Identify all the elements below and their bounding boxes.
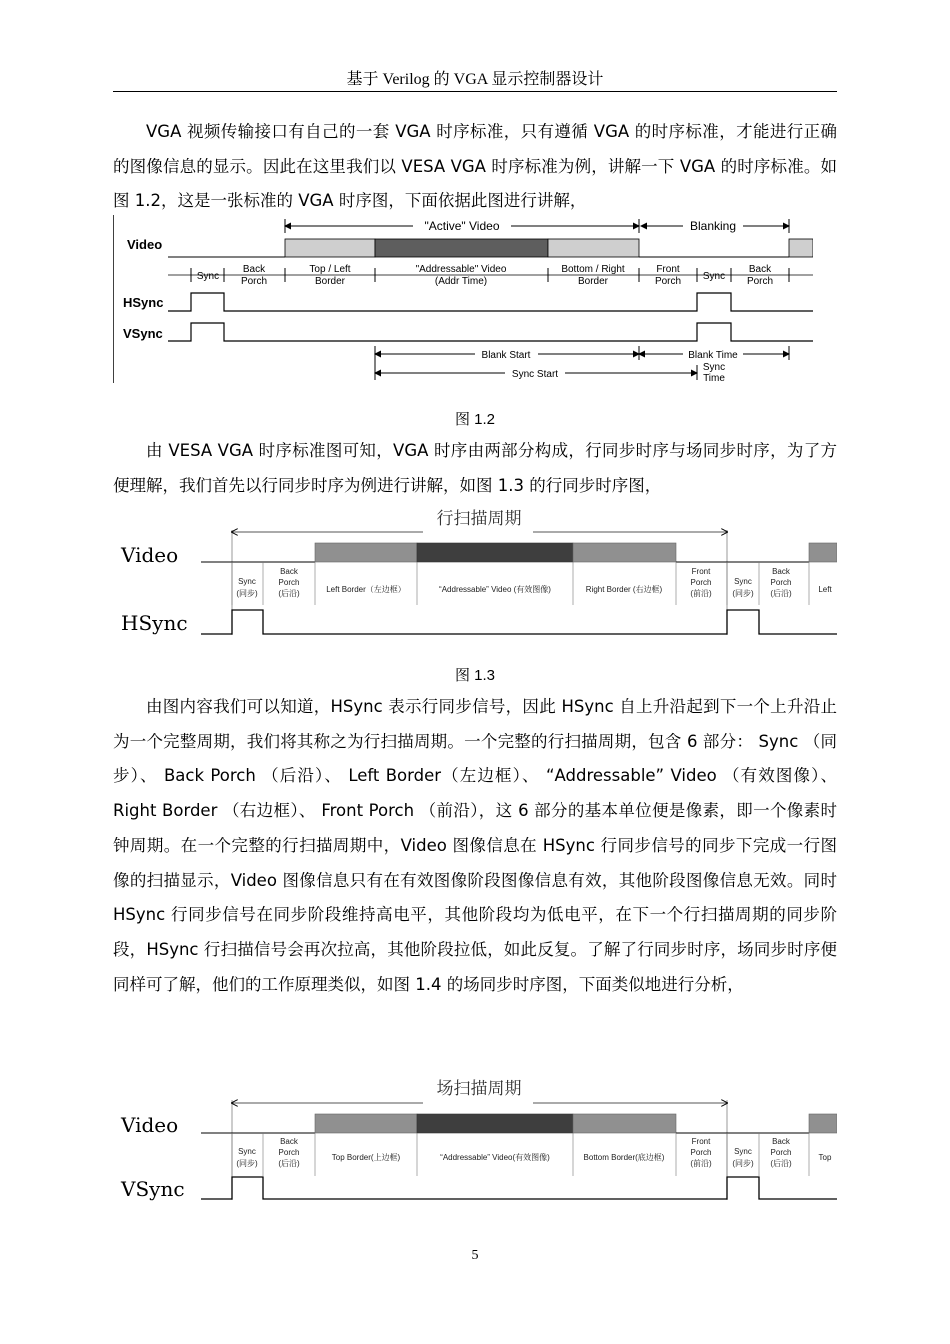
segment-sync-label: Sync xyxy=(238,577,256,586)
segment-back-porch-label: Porch xyxy=(240,276,268,287)
segment-border-label: Border xyxy=(314,276,346,287)
segment-back-porch-label: (后沿) xyxy=(278,1159,300,1168)
segment-sync-label: Sync xyxy=(734,1147,752,1156)
segment-front-porch-label: Porch xyxy=(654,276,682,287)
segment-sync-label: Sync xyxy=(702,271,726,282)
blanking-label: Blanking xyxy=(689,219,737,233)
page-number: 5 xyxy=(471,1248,479,1263)
segment-front-porch-label: Porch xyxy=(690,1148,712,1157)
segment-back-porch-label: Porch xyxy=(278,578,300,587)
video-border-block xyxy=(789,239,813,257)
segment-back-porch-label: Porch xyxy=(746,276,774,287)
segment-border-label: Top / Left xyxy=(309,264,351,275)
segment-top-label: Top xyxy=(818,1153,832,1162)
segment-top-border-label: Top Border(上边框) xyxy=(331,1153,401,1162)
segment-back-porch-label: (后沿) xyxy=(770,1159,792,1168)
segment-sync-label: Sync xyxy=(238,1147,256,1156)
sync-start-label: Sync Start xyxy=(511,369,559,380)
segment-sync-label: (同步) xyxy=(732,1159,754,1168)
segment-addressable-label: “Addressable” Video(有效图像) xyxy=(440,1153,550,1162)
sync-time-label: Sync xyxy=(702,362,726,373)
segment-front-porch-label: Porch xyxy=(690,578,712,587)
segment-front-porch-label: (前沿) xyxy=(690,1159,712,1168)
signal-label-vsync: VSync xyxy=(121,1177,185,1201)
line-scan-period-label: 行扫描周期 xyxy=(436,509,522,528)
segment-left-label: Left xyxy=(818,585,832,594)
figure-1-4-vsync-timing xyxy=(113,1072,837,1206)
segment-border-label: Border xyxy=(577,276,609,287)
figure-1-2-caption: 图 1.2 xyxy=(454,411,496,428)
video-addressable-block xyxy=(417,543,573,562)
segment-front-porch-label: Front xyxy=(691,567,711,576)
header-rule xyxy=(113,91,837,92)
video-addressable-block xyxy=(417,1114,573,1133)
video-border-block xyxy=(315,1114,417,1133)
segment-back-porch-label: Porch xyxy=(770,1148,792,1157)
segment-sync-label: (同步) xyxy=(236,1159,258,1168)
segment-sync-label: (同步) xyxy=(236,589,258,598)
segment-back-porch-label: Back xyxy=(242,264,266,275)
hsync-waveform xyxy=(201,610,837,634)
signal-label-hsync: HSync xyxy=(123,295,164,310)
video-border-block xyxy=(548,239,639,257)
field-scan-period-label: 场扫描周期 xyxy=(436,1079,522,1098)
segment-sync-label: Sync xyxy=(196,271,220,282)
video-border-block xyxy=(573,1114,676,1133)
signal-label-video: Video xyxy=(127,237,163,252)
vsync-waveform xyxy=(168,323,813,341)
segment-front-porch-label: Front xyxy=(691,1137,711,1146)
signal-label-hsync: HSync xyxy=(121,611,188,635)
signal-label-video: Video xyxy=(121,1113,179,1137)
segment-back-porch-label: (后沿) xyxy=(278,589,300,598)
segment-sync-label: (同步) xyxy=(732,589,754,598)
segment-left-border-label: Left Border（左边框） xyxy=(326,585,406,594)
video-border-block xyxy=(809,543,837,562)
segment-back-porch-label: Porch xyxy=(278,1148,300,1157)
signal-label-video: Video xyxy=(121,543,179,567)
hsync-waveform xyxy=(168,293,813,311)
segment-addressable-label: "Addressable" Video xyxy=(415,264,507,275)
segment-right-border-label: Right Border (右边框) xyxy=(585,585,663,594)
segment-back-porch-label: Back xyxy=(280,567,298,576)
segment-sync-label: Sync xyxy=(734,577,752,586)
video-border-block xyxy=(285,239,375,257)
vsync-waveform xyxy=(201,1177,837,1199)
active-video-label: "Active" Video xyxy=(424,219,500,233)
video-addressable-block xyxy=(375,239,548,257)
paragraph-line-scan-explanation: 由图内容我们可以知道，HSync 表示行同步信号，因此 HSync 自上升沿起到下一个上升沿止为一个完整周期，我们将其称之为行扫描周期。一个完整的行扫描周期，包含 6 部分： Sync （同步）、 Back Porch （后沿）、 Left Border（左边框）、 “Addressable” Video （有效图像）、 Right Border （右边框）、 Front Porch （前沿），这 6 部分的基本单位便是像素，即一个像素时钟周期。在一个完整的行扫描周期中，Video 图像信息在 HSync 行同步信号的同步下完成一行图像的扫描显示，Video 图像信息只有在有效图像阶段图像信息有效，其他阶段图像信息无效。同时 HSync 行同步信号在同步阶段维持高电平，其他阶段均为低电平，在下一个行扫描周期的同步阶段，HSync 行扫描信号会再次拉高，其他阶段拉低，如此反复。了解了行同步时序，场同步时序便同样可了解，他们的工作原理类似，如图 1.4 的场同步时序图，下面类似地进行分析， xyxy=(113,697,837,994)
segment-addressable-label: (Addr Time) xyxy=(434,276,488,287)
blank-start-label: Blank Start xyxy=(481,350,531,361)
blank-time-label: Blank Time xyxy=(688,350,738,361)
segment-bottom-border-label: Bottom Border(底边框) xyxy=(583,1153,665,1162)
figure-1-3-caption: 图 1.3 xyxy=(454,667,496,684)
segment-border-label: Bottom / Right xyxy=(561,264,625,275)
segment-back-porch-label: Back xyxy=(772,1137,790,1146)
sync-time-label: Time xyxy=(703,373,725,383)
segment-front-porch-label: Front xyxy=(656,264,680,275)
video-border-block xyxy=(315,543,417,562)
figure-1-2-timing-diagram xyxy=(113,215,813,383)
running-header: 基于 Verilog 的 VGA 显示控制器设计 xyxy=(346,71,604,88)
video-border-block xyxy=(809,1114,837,1133)
segment-front-porch-label: (前沿) xyxy=(690,589,712,598)
video-border-block xyxy=(573,543,676,562)
paragraph-timing-overview: 由 VESA VGA 时序标准图可知，VGA 时序由两部分构成，行同步时序与场同步时序，为了方便理解，我们首先以行同步时序为例进行讲解，如图 1.3 的行同步时序图， xyxy=(113,441,837,495)
segment-addressable-label: “Addressable” Video (有效图像) xyxy=(439,585,551,594)
signal-label-vsync: VSync xyxy=(123,326,163,341)
segment-back-porch-label: Porch xyxy=(770,578,792,587)
figure-1-3-hsync-timing xyxy=(113,500,837,640)
segment-back-porch-label: Back xyxy=(772,567,790,576)
segment-back-porch-label: Back xyxy=(748,264,772,275)
segment-back-porch-label: (后沿) xyxy=(770,589,792,598)
segment-back-porch-label: Back xyxy=(280,1137,298,1146)
paragraph-intro: VGA 视频传输接口有自己的一套 VGA 时序标准，只有遵循 VGA 的时序标准，才能进行正确的图像信息的显示。因此在这里我们以 VESA VGA 时序标准为例，讲解一下 VGA 的时序标准。如图 1.2，这是一张标准的 VGA 时序图，下面依据此图进行讲解， xyxy=(113,122,837,211)
